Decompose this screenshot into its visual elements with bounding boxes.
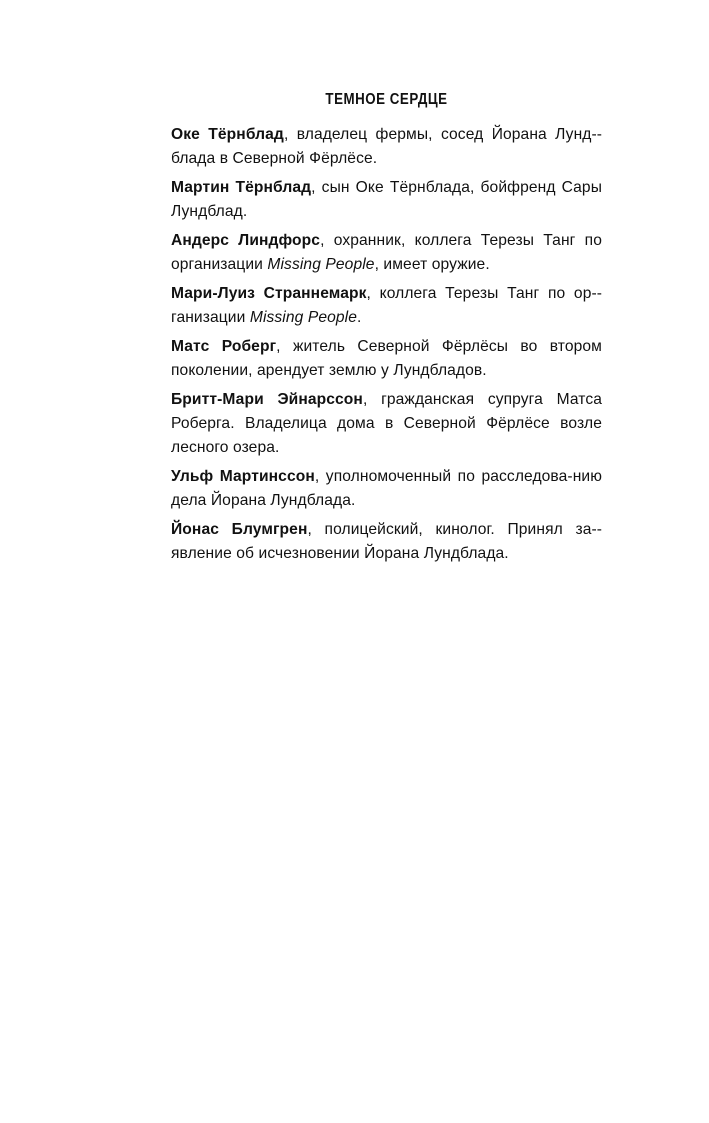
character-description: , охранник, коллега Терезы Танг по организации <box>171 232 602 273</box>
character-description: , уполномоченный по расследова-нию дела Йорана Лундблада. <box>171 468 603 509</box>
character-description: , владелец фермы, сосед Йорана Лунд-блада в Северной Фёрлёсе. <box>171 126 602 167</box>
character-entry <box>171 123 602 171</box>
organization-name: Missing People <box>267 256 375 273</box>
character-name: Йонас Блумгрен <box>171 521 308 538</box>
character-description: , сын Оке Тёрнблада, бойфренд Сары Лундблад. <box>171 179 603 220</box>
character-entry <box>171 518 602 566</box>
character-description: , полицейский, кинолог. Принял за-явление об исчезновении Йорана Лундблада. <box>171 521 602 562</box>
character-entry <box>171 229 602 277</box>
character-name: Мартин Тёрнблад <box>171 179 312 196</box>
character-entry <box>171 388 602 460</box>
character-name: Ульф Мартинссон <box>171 468 315 485</box>
character-name: Матс Роберг <box>171 338 277 355</box>
character-entry <box>171 465 602 513</box>
character-description: , житель Северной Фёрлёсы во втором поколении, арендует землю у Лундбладов. <box>171 338 602 379</box>
character-description: , гражданская супруга Матса Роберга. Владелица дома в Северной Фёрлёсе возле лесного озера. <box>171 391 602 456</box>
character-name: Андерс Линдфорс <box>171 232 321 249</box>
character-description: , коллега Терезы Танг по ор-ганизации <box>171 285 602 326</box>
running-head: ТЕМНОЕ СЕРДЦЕ <box>325 91 448 108</box>
organization-name: Missing People <box>249 309 358 326</box>
character-entry <box>171 282 602 330</box>
character-name: Оке Тёрнблад <box>171 126 284 143</box>
character-entry <box>171 176 602 224</box>
character-name: Бритт-Мари Эйнарссон <box>171 391 363 408</box>
character-description-end: . <box>357 309 362 326</box>
book-page <box>171 91 602 571</box>
character-description-end: , имеет оружие. <box>374 256 490 273</box>
character-name: Мари-Луиз Страннемарк <box>171 285 367 302</box>
character-entry <box>171 335 602 383</box>
